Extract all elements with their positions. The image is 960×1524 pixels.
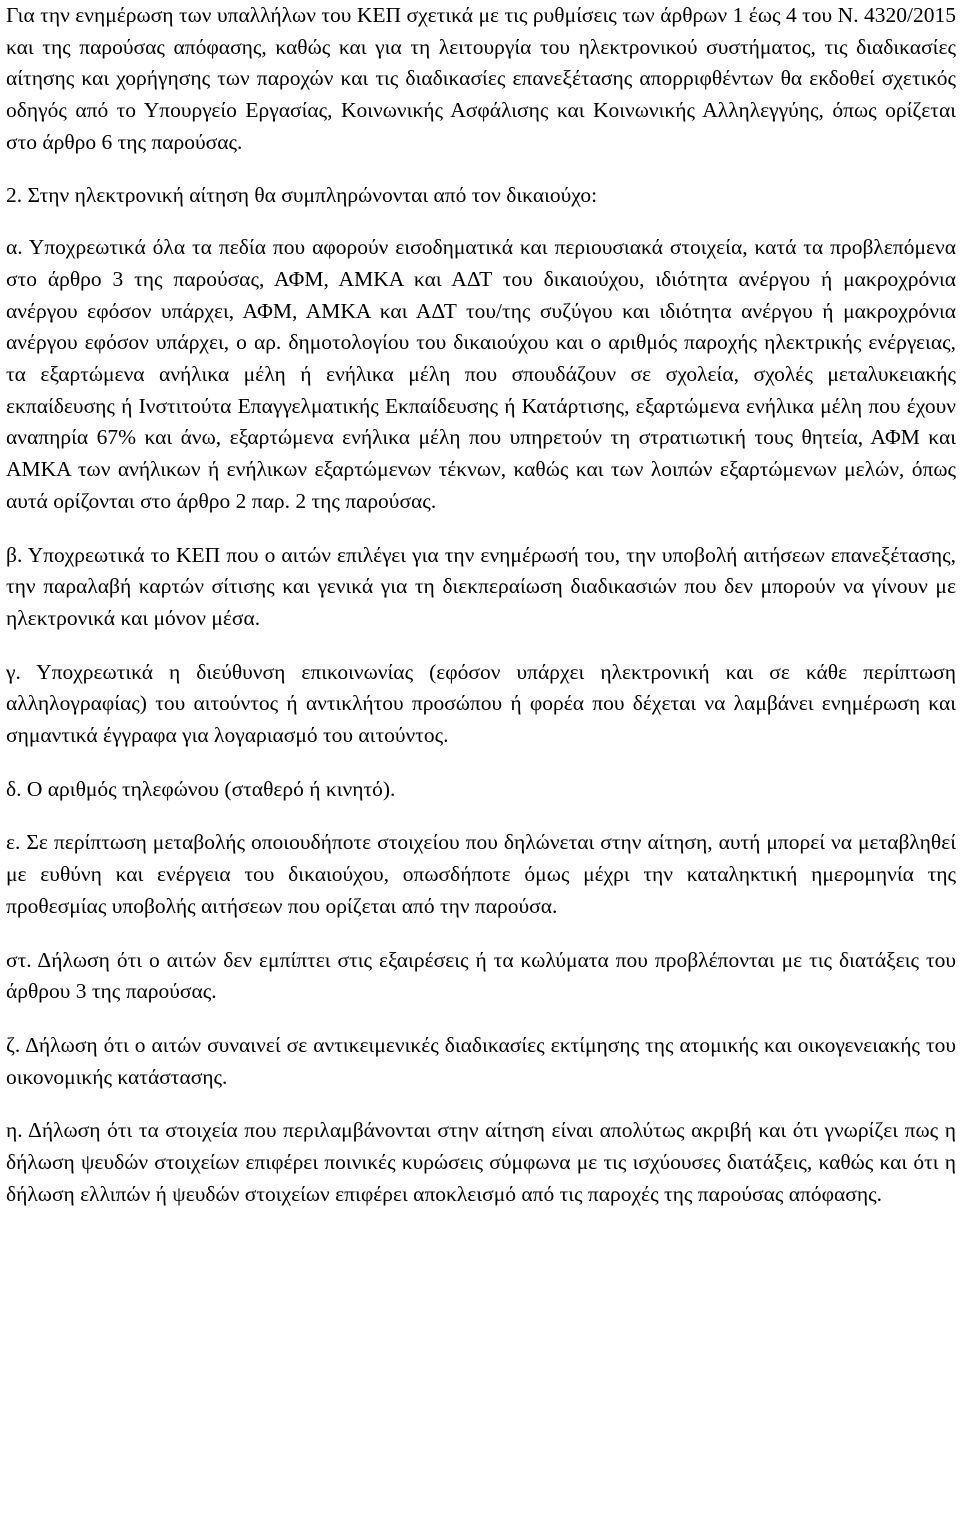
list-item-st [6,945,956,1008]
item-text: Σε περίπτωση μεταβολής οποιουδήποτε στοιχείου που δηλώνεται στην αίτηση, αυτή μπορεί να μεταβληθεί με ευθύνη και ενέργεια του δικαιούχου, οπωσδήποτε όμως μέχρι την καταληκτική ημερομηνία της προθεσμίας υποβολής αιτήσεων που ορίζεται από την παρούσα. [6,830,957,918]
list-item-e [6,827,956,922]
item-label: β. [6,542,23,567]
item-label: α. [6,235,23,260]
list-item-c [6,657,956,752]
item-label: γ. [6,659,21,684]
item-label: η. [6,1118,23,1143]
item-label: στ. [6,947,32,972]
list-item-i [6,1115,956,1210]
intro-paragraph: Για την ενημέρωση των υπαλλήλων του ΚΕΠ σχετικά με τις ρυθμίσεις των άρθρων 1 έως 4 του Ν. 4320/2015 και της παρούσας απόφασης, καθώς και για τη λειτουργία του ηλεκτρονικού συστήματος, τις διαδικασίες αίτησης και χορήγησης των παροχών και τις διαδικασίες επανεξέτασης απορριφθέντων θα εκδοθεί σχετικός οδηγός από το Υπουργείο Εργασίας, Κοινωνικής Ασφάλισης και Κοινωνικής Αλληλεγγύης, όπως ορίζεται στο άρθρο 6 της παρούσας. [6,3,956,154]
item-text: Υποχρεωτικά η διεύθυνση επικοινωνίας (εφόσον υπάρχει ηλεκτρονική και σε κάθε περίπτωση αλληλογραφίας) του αιτούντος ή αντικλήτου προσώπου ή φορέα που δέχεται να λαμβάνει ενημέρωση και σημαντικά έγγραφα για λογαριασμό του αιτούντος. [6,659,957,748]
list-item-d [6,774,956,806]
item-text: Υποχρεωτικά το ΚΕΠ που ο αιτών επιλέγει για την ενημέρωσή του, την υποβολή αιτήσεων επανεξέτασης, την παραλαβή καρτών σίτισης και γενικά για τη διεκπεραίωση διαδικασιών που δεν μπορούν να γίνουν με ηλεκτρονικά και μόνον μέσα. [6,542,956,630]
item-label: ε. [6,830,21,855]
list-item-z [6,1030,956,1093]
list-item-a [6,232,956,517]
document-page [6,0,956,1211]
item-label: δ. [6,776,22,801]
item-text: Δήλωση ότι ο αιτών συναινεί σε αντικειμενικές διαδικασίες εκτίμησης της ατομικής και οικογενειακής του οικονομικής κατάστασης. [6,1032,956,1089]
item-text: Δήλωση ότι ο αιτών δεν εμπίπτει στις εξαιρέσεις ή τα κωλύματα που προβλέπονται με τις διατάξεις του άρθρου 3 της παρούσας. [6,947,956,1004]
section-2-heading: 2. Στην ηλεκτρονική αίτηση θα συμπληρώνονται από τον δικαιούχο: [6,182,598,207]
list-item-b [6,540,956,635]
item-text: Ο αριθμός τηλεφώνου (σταθερό ή κινητό). [26,776,396,801]
item-text: Υποχρεωτικά όλα τα πεδία που αφορούν εισοδηματικά και περιουσιακά στοιχεία, κατά τα προβλεπόμενα στο άρθρο 3 της παρούσας, ΑΦΜ, ΑΜΚΑ και ΑΔΤ του δικαιούχου, ιδιότητα ανέργου ή μακροχρόνια ανέργου εφόσον υπάρχει, ΑΦΜ, ΑΜΚΑ και ΑΔΤ του/της συζύγου και ιδιότητα ανέργου ή μακροχρόνια ανέργου εφόσον υπάρχει, ο αρ. δημοτολογίου του δικαιούχου και ο αριθμός παροχής ηλεκτρικής ενέργειας, τα εξαρτώμενα ανήλικα μέλη ή ενήλικα μέλη που σπουδάζουν σε σχολεία, σχολές μεταλυκειακής εκπαίδευσης ή Ινστιτούτα Επαγγελματικής Εκπαίδευσης ή Κατάρτισης, εξαρτώμενα ενήλικα μέλη που έχουν αναπηρία 67% και άνω, εξαρτώμενα ενήλικα μέλη που υπηρετούν τη στρατιωτική τους θητεία, ΑΦΜ και ΑΜΚΑ των ανήλικων ή ενήλικων εξαρτώμενων τέκνων, καθώς και των λοιπών εξαρτώμενων μελών, όπως αυτά ορίζονται στο άρθρο 2 παρ. 2 της παρούσας. [6,235,957,513]
item-label: ζ. [6,1032,21,1057]
item-text: Δήλωση ότι τα στοιχεία που περιλαμβάνονται στην αίτηση είναι απολύτως ακριβή και ότι γνωρίζει πως η δήλωση ψευδών στοιχείων επιφέρει ποινικές κυρώσεις σύμφωνα με τις ισχύουσες διατάξεις, καθώς και ότι η δήλωση ελλιπών ή ψευδών στοιχείων επιφέρει αποκλεισμό από τις παροχές της παρούσας απόφασης. [6,1118,956,1206]
